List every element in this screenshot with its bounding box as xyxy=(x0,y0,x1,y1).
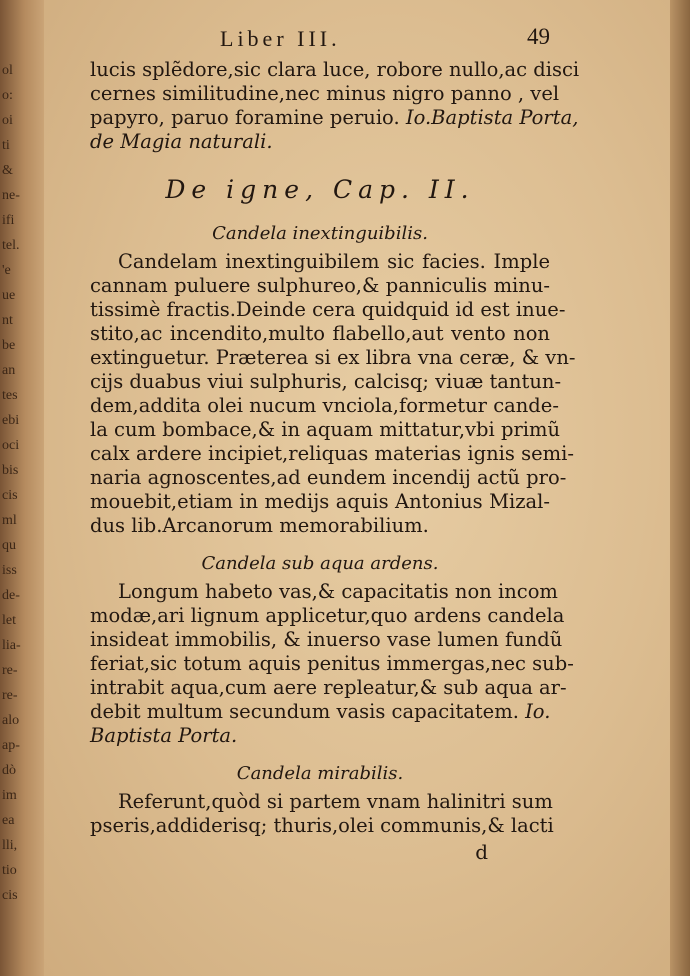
text-line-content: la cum bombace,& in aquam mittatur,vbi primũ xyxy=(90,418,561,441)
facing-page-fragment: & xyxy=(2,163,13,178)
text-line-content: extinguetur. Præterea si ex libra vna ceræ, & vn- xyxy=(90,346,576,369)
facing-page-fragment: ebi xyxy=(2,413,20,428)
text-line xyxy=(90,370,562,394)
running-header xyxy=(90,22,550,58)
section-heading: Candela mirabilis. xyxy=(236,763,404,784)
facing-page-fragment: an xyxy=(2,363,16,378)
facing-page-fragment: ti xyxy=(2,138,10,153)
text-line-content: Candelam inextinguibilem sic facies. Imple xyxy=(118,250,550,273)
citation-line: Baptista Porta. xyxy=(90,724,238,747)
right-page-edge xyxy=(670,0,690,976)
text-line xyxy=(90,604,565,628)
text-line xyxy=(90,346,576,370)
text-line-content: cijs duabus viui sulphuris, calcisq; viuæ tantun- xyxy=(90,370,562,393)
text-line-content: cernes similitudine,nec minus nigro panno , vel xyxy=(90,82,560,105)
facing-page-fragment: ue xyxy=(2,288,16,303)
page-number: 49 xyxy=(527,24,550,49)
text-line-content: dem,addita olei nucum vnciola,formetur cande- xyxy=(90,394,559,417)
text-line xyxy=(90,82,560,106)
paragraph xyxy=(90,250,576,538)
facing-page-fragment: nt xyxy=(2,313,13,328)
text-line xyxy=(90,490,550,514)
facing-page-fragment: be xyxy=(2,338,16,353)
text-line xyxy=(90,250,550,274)
text-line-content: feriat,sic totum aquis penitus immergas,nec sub- xyxy=(90,652,574,675)
facing-page-fragment: tel. xyxy=(2,238,20,253)
facing-page-fragment: ap- xyxy=(2,738,20,753)
catchword: d xyxy=(475,840,488,864)
facing-page-fragment: bis xyxy=(2,463,19,478)
chapter-heading: De igne, Cap. II. xyxy=(165,175,475,204)
text-line xyxy=(90,514,550,538)
facing-page-fragment: ol xyxy=(2,63,13,78)
text-line-content: tissimè fractis.Deinde cera quidquid id est inue- xyxy=(90,298,566,321)
text-line-content: Longum habeto vas,& capacitatis non incom xyxy=(118,580,558,603)
text-line xyxy=(90,652,574,676)
text-line-content: modæ,ari lignum applicetur,quo ardens candela xyxy=(90,604,565,627)
text-line xyxy=(90,394,559,418)
citation: Io. xyxy=(525,700,551,723)
running-title: Liber III. xyxy=(220,26,341,51)
citation: Io.Baptista Porta, xyxy=(405,106,579,129)
facing-page-fragment: lli, xyxy=(2,838,18,853)
facing-page-fragment: qu xyxy=(2,538,16,553)
facing-page-fragment: ifi xyxy=(2,213,15,228)
paragraph xyxy=(90,58,580,154)
text-line-content: papyro, paruo foramine peruio. xyxy=(90,106,400,129)
text-line xyxy=(90,274,550,298)
text-line-content: calx ardere incipiet,reliquas materias ignis semi- xyxy=(90,442,574,465)
text-line xyxy=(90,790,553,814)
text-line-content: debit multum secundum vasis capacitatem. xyxy=(90,700,519,723)
text-line xyxy=(90,700,550,724)
section-heading: Candela sub aqua ardens. xyxy=(201,553,439,574)
text-line-content: mouebit,etiam in medijs aquis Antonius Mizal- xyxy=(90,490,550,513)
page-content xyxy=(90,58,580,838)
text-line xyxy=(90,58,580,82)
facing-page-fragment: cis xyxy=(2,888,18,903)
citation-line: de Magia naturali. xyxy=(90,130,273,153)
facing-page-fragment: re- xyxy=(2,688,18,703)
facing-page-fragment: re- xyxy=(2,663,18,678)
facing-page-fragment: let xyxy=(2,613,16,628)
paragraph xyxy=(90,580,574,748)
facing-page-fragment: cis xyxy=(2,488,18,503)
text-line xyxy=(90,298,566,322)
text-line xyxy=(90,418,561,442)
facing-page-fragment: oi xyxy=(2,113,13,128)
text-line xyxy=(90,106,579,130)
text-line-content: lucis splẽdore,sic clara luce, robore nullo,ac disci xyxy=(90,58,580,81)
facing-page-fragment: ml xyxy=(2,513,17,528)
text-line xyxy=(90,466,567,490)
text-line-content: insideat immobilis, & inuerso vase lumen fundũ xyxy=(90,628,563,651)
facing-page-fragment: o: xyxy=(2,88,13,103)
facing-page-fragment: oci xyxy=(2,438,20,453)
facing-page-fragment: lia- xyxy=(2,638,21,653)
facing-page-fragment: alo xyxy=(2,713,20,728)
section-heading: Candela inextinguibilis. xyxy=(212,223,428,244)
text-line xyxy=(90,322,550,346)
facing-page-fragment: ea xyxy=(2,813,15,828)
paragraph xyxy=(90,790,554,838)
text-line-content: dus lib.Arcanorum memorabilium. xyxy=(90,514,429,537)
facing-page-fragment: tio xyxy=(2,863,17,878)
text-line-content: naria agnoscentes,ad eundem incendij actũ pro- xyxy=(90,466,567,489)
text-block xyxy=(90,22,580,864)
facing-page-fragment: tes xyxy=(2,388,18,403)
facing-page-text xyxy=(2,58,42,908)
facing-page-fragment: ne- xyxy=(2,188,20,203)
text-line-content: cannam puluere sulphureo,& panniculis minu- xyxy=(90,274,550,297)
text-line xyxy=(90,814,554,838)
facing-page-fragment: dò xyxy=(2,763,16,778)
facing-page-fragment: im xyxy=(2,788,17,803)
facing-page-fragment: 'e xyxy=(2,263,11,278)
text-line xyxy=(90,580,558,604)
text-line-content: stito,ac incendito,multo flabello,aut vento non xyxy=(90,322,550,345)
text-line-content: intrabit aqua,cum aere repleatur,& sub aqua ar- xyxy=(90,676,567,699)
text-line-content: pseris,addiderisq; thuris,olei communis,& lacti xyxy=(90,814,554,837)
facing-page-fragment: de- xyxy=(2,588,20,603)
text-line xyxy=(90,676,567,700)
text-line-content: Referunt,quòd si partem vnam halinitri sum xyxy=(118,790,553,813)
facing-page-edge xyxy=(0,0,44,976)
text-line xyxy=(90,628,563,652)
text-line xyxy=(90,442,574,466)
facing-page-fragment: iss xyxy=(2,563,17,578)
